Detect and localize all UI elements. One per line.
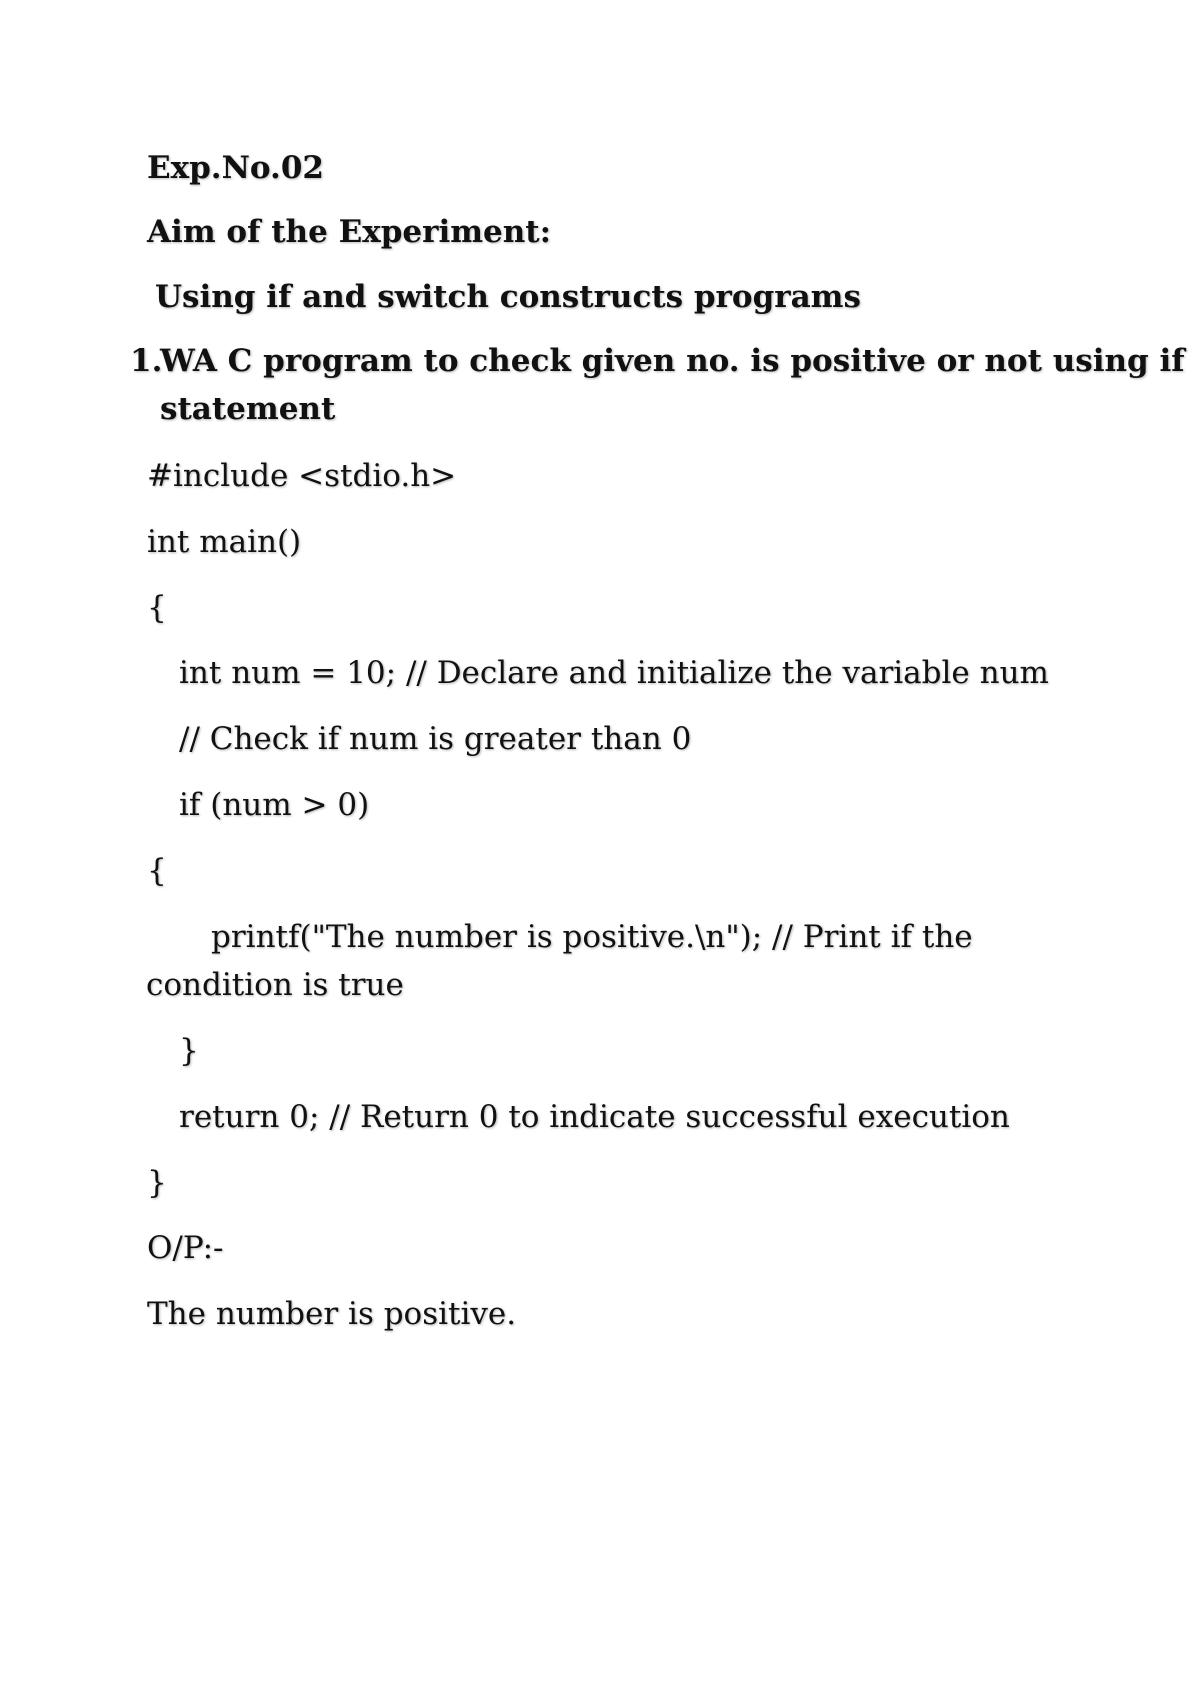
code-line-printf-continued: condition is true <box>146 967 404 1003</box>
code-line-printf: printf("The number is positive.\n"); // Print if the <box>211 919 973 955</box>
code-line-if-close-brace: } <box>179 1033 199 1069</box>
code-line-declare: int num = 10; // Declare and initialize the variable num <box>179 655 1049 691</box>
question-text-line-1: WA C program to check given no. is positive or not using if <box>160 343 1185 379</box>
code-line-return: return 0; // Return 0 to indicate successful execution <box>179 1099 1010 1135</box>
code-line-open-brace: { <box>147 590 167 626</box>
aim-heading: Aim of the Experiment: <box>147 214 552 250</box>
code-line-if: if (num > 0) <box>179 787 370 823</box>
code-line-main: int main() <box>147 524 302 560</box>
question-text-line-2: statement <box>160 391 336 427</box>
code-line-if-open-brace: { <box>147 853 167 889</box>
output-label: O/P:- <box>147 1230 224 1266</box>
experiment-number: Exp.No.02 <box>147 150 324 186</box>
code-line-comment: // Check if num is greater than 0 <box>179 721 692 757</box>
output-text: The number is positive. <box>147 1296 517 1332</box>
question-number: 1. <box>130 343 163 379</box>
code-line-close-brace: } <box>147 1165 167 1201</box>
code-line-include: #include <stdio.h> <box>147 458 457 494</box>
aim-text: Using if and switch constructs programs <box>155 279 861 315</box>
